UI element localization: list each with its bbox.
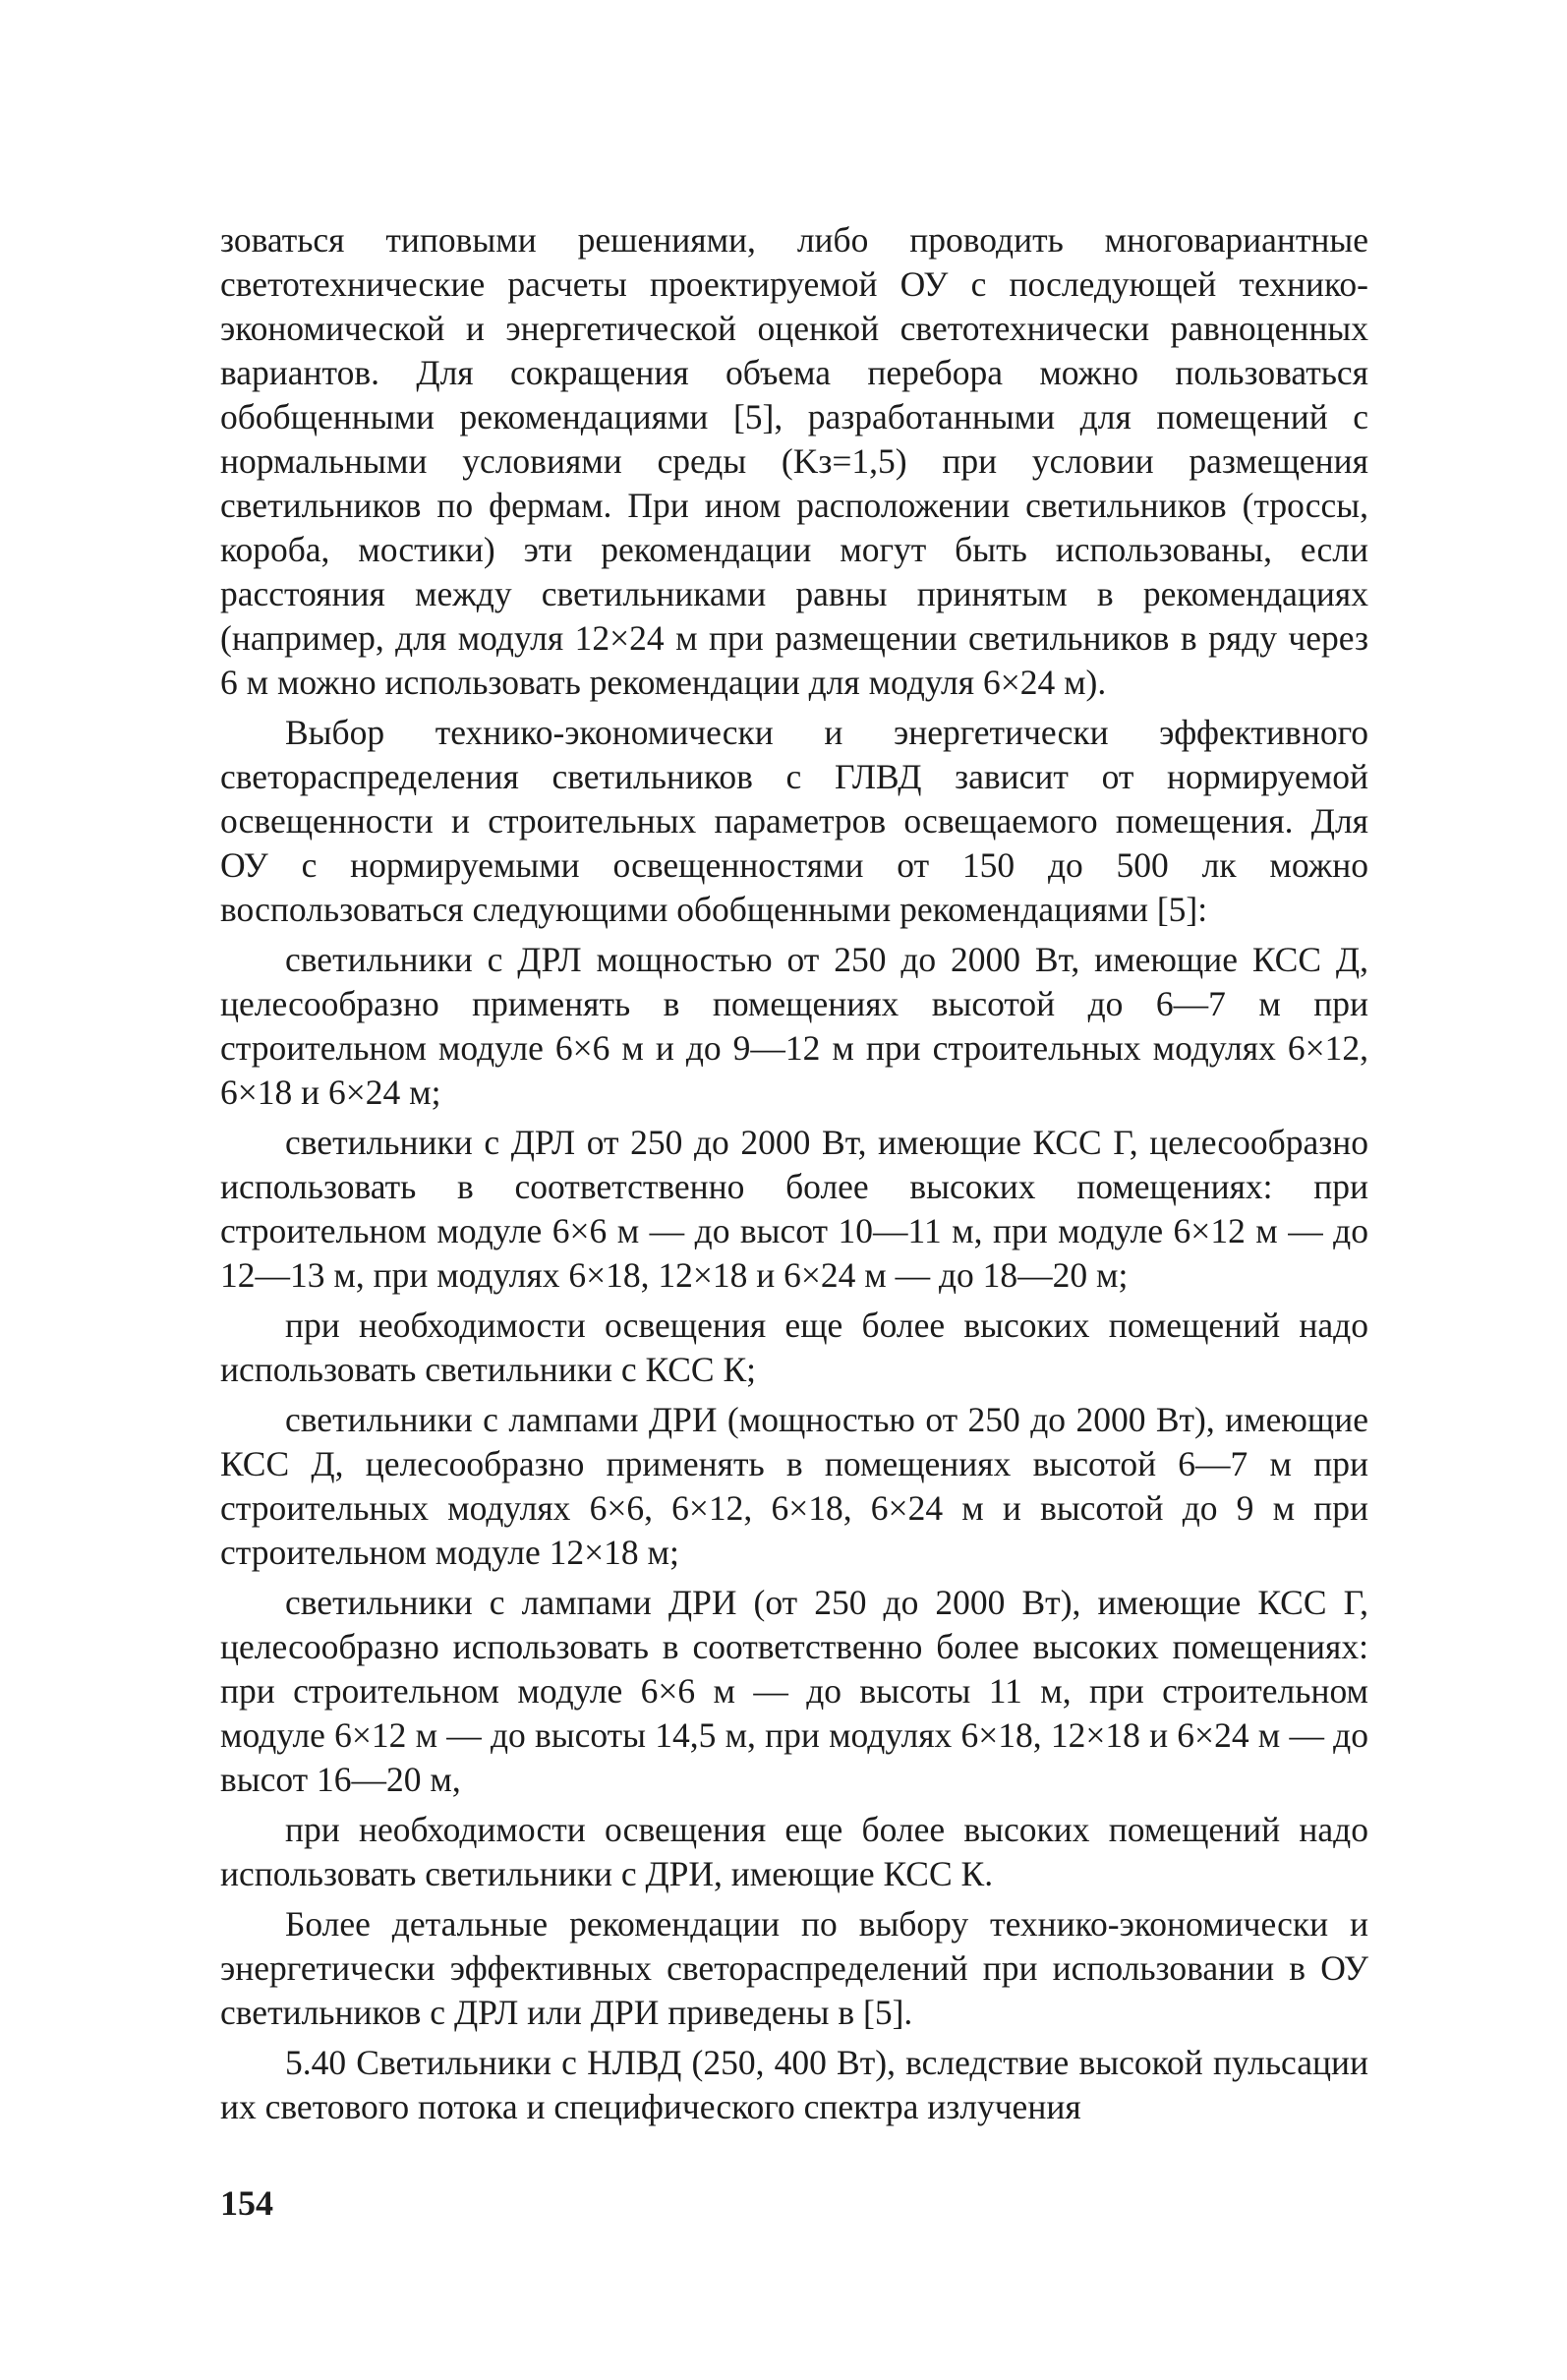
page-body <box>220 218 1368 2129</box>
paragraph: Выбор технико-экономически и энергетически эффективного светораспределения светильников с ГЛВД зависит от нормируемой освещенности и строительных параметров освещаемого помещения. Для ОУ с нормируемыми освещенностями от 150 до 500 лк можно воспользоваться следующими обобщенными рекомендациями [5]: <box>220 713 1368 929</box>
list-item: светильники с ДРЛ мощностью от 250 до 2000 Вт, имеющие КСС Д, целесообразно применять в помещениях высотой до 6—7 м при строительном модуле 6×6 м и до 9—12 м при строительных модулях 6×12, 6×18 и 6×24 м; <box>220 940 1368 1112</box>
paragraph: зоваться типовыми решениями, либо проводить многовариантные светотехнические расчеты проектируемой ОУ с последующей технико-экономической и энергетической оценкой светотехнически равноценных вариантов. Для сокращения объема перебора можно пользоваться обобщенными рекомендациями [5], разработанными для помещений с нормальными условиями среды (Kз=1,5) при условии размещения светильников по фермам. При ином расположении светильников (троссы, короба, мостики) эти рекомендации могут быть использованы, если расстояния между светильниками равны принятым в рекомендациях (например, для модуля 12×24 м при размещении светильников в ряду через 6 м можно использовать рекомендации для модуля 6×24 м). <box>220 220 1368 702</box>
paragraph: Более детальные рекомендации по выбору технико-экономически и энергетически эффективных светораспределений при использовании в ОУ светильников с ДРЛ или ДРИ приведены в [5]. <box>220 1904 1368 2032</box>
list-item: при необходимости освещения еще более высоких помещений надо использовать светильники с ДРИ, имеющие КСС К. <box>220 1810 1368 1893</box>
list-item: светильники с ДРЛ от 250 до 2000 Вт, имеющие КСС Г, целесообразно использовать в соответственно более высоких помещениях: при строительном модуле 6×6 м — до высот 10—11 м, при модуле 6×12 м — до 12—13 м, при модулях 6×18, 12×18 и 6×24 м — до 18—20 м; <box>220 1123 1368 1295</box>
list-item: светильники с лампами ДРИ (от 250 до 2000 Вт), имеющие КСС Г, целесообразно использовать в соответственно более высоких помещениях: при строительном модуле 6×6 м — до высоты 11 м, при строительном модуле 6×12 м — до высоты 14,5 м, при модулях 6×18, 12×18 и 6×24 м — до высот 16—20 м, <box>220 1583 1368 1799</box>
page-number: 154 <box>220 2183 273 2223</box>
list-item: светильники с лампами ДРИ (мощностью от 250 до 2000 Вт), имеющие КСС Д, целесообразно применять в помещениях высотой 6—7 м при строительных модулях 6×6, 6×12, 6×18, 6×24 м и высотой до 9 м при строительном модуле 12×18 м; <box>220 1400 1368 1572</box>
paragraph: 5.40 Светильники с НЛВД (250, 400 Вт), вследствие высокой пульсации их светового потока и специфического спектра излучения <box>220 2043 1368 2126</box>
list-item: при необходимости освещения еще более высоких помещений надо использовать светильники с КСС К; <box>220 1306 1368 1389</box>
